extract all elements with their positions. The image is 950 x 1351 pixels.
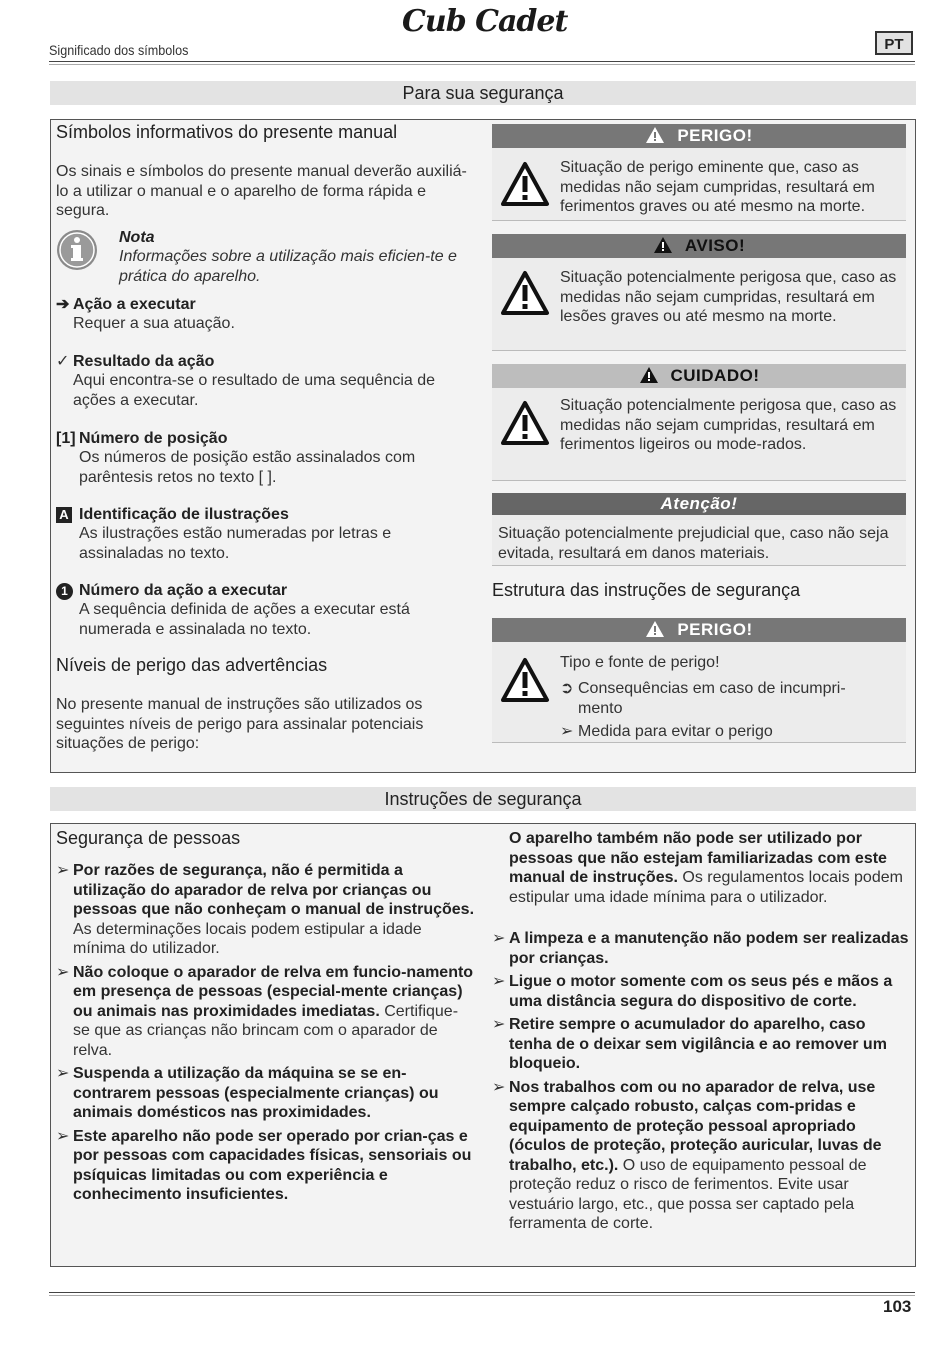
- cuidado-header: [492, 364, 906, 388]
- levels-text: No presente manual de instruções são utilizados os seguintes níveis de perigo para assinalar potenciais situações de perigo:: [56, 696, 424, 752]
- list-item: ➢ Por razões de segurança, não é permitida a utilização do aparador de relva por crianças ou pessoas que não conheçam o manual de instruções. As determinações locais podem estipular a idade mínima do utilizador.: [56, 862, 475, 957]
- note-title: Nota: [119, 229, 155, 246]
- chevron-bullet-icon: ➢: [560, 723, 574, 740]
- struct-line-type: Tipo e fonte de perigo!: [560, 654, 720, 671]
- header-section-title: Significado dos símbolos: [49, 42, 189, 58]
- warning-triangle-icon: [500, 270, 550, 321]
- perigo-label: PERIGO!: [677, 126, 753, 145]
- aviso-label: AVISO!: [684, 236, 746, 255]
- action-title: Ação a executar: [73, 296, 196, 313]
- symbols-intro: Os sinais e símbolos do presente manual deverão auxiliá-lo a utilizar o manual e o aparelho de forma rápida e segura.: [56, 163, 467, 219]
- list-item: ➢ Suspenda a utilização da máquina se se en-contrarem pessoas (especialmente crianças) ou animais domésticos nas proximidades.: [56, 1065, 439, 1121]
- struct-perigo-label: PERIGO!: [677, 620, 753, 639]
- illustration-text: As ilustrações estão numeradas por letras e assinaladas no texto.: [79, 525, 392, 562]
- chevron-bullet-icon: ➢: [492, 1078, 506, 1096]
- result-title: Resultado da ação: [73, 353, 215, 370]
- position-marker: [1]: [56, 430, 76, 447]
- struct-perigo-body: [492, 642, 906, 743]
- warning-triangle-icon: [500, 400, 550, 451]
- chevron-bullet-icon: ➢: [492, 1016, 506, 1033]
- right-instruction-list: [492, 929, 909, 1238]
- step-title: Número da ação a executar: [79, 582, 288, 599]
- perigo-text: Situação de perigo eminente que, caso as medidas não sejam cumpridas, resultará em ferimentos graves ou até mesmo na morte.: [560, 159, 875, 215]
- note-text: Informações sobre a utilização mais eficien-te e prática do aparelho.: [119, 248, 457, 285]
- perigo-body: [492, 148, 906, 221]
- chevron-bullet-icon: ➢: [56, 1127, 70, 1145]
- step-text: A sequência definida de ações a executar está numerada e assinalada no texto.: [79, 601, 410, 638]
- cuidado-label: CUIDADO!: [670, 366, 760, 385]
- chevron-bullet-icon: ➢: [492, 930, 506, 947]
- section-title-instructions: Instruções de segurança: [50, 787, 916, 811]
- footer-divider: [49, 1292, 915, 1293]
- people-safety-heading: Segurança de pessoas: [56, 828, 241, 848]
- result-text: Aqui encontra-se o resultado de uma sequência de ações a executar.: [73, 372, 436, 409]
- aviso-body: [492, 258, 906, 351]
- struct-line-consequences: Consequências em caso de incumpri-mento: [578, 680, 846, 717]
- info-icon: [56, 229, 98, 271]
- chevron-bullet-icon: ➢: [492, 973, 506, 990]
- atencao-text: Situação potencialmente prejudicial que, caso não seja evitada, resultará em danos materiais.: [498, 525, 889, 562]
- symbols-heading: Símbolos informativos do presente manual: [56, 122, 398, 142]
- struct-perigo-header: [492, 618, 906, 642]
- aviso-header: [492, 234, 906, 258]
- atencao-label: Atenção!: [660, 494, 738, 513]
- cuidado-text: Situação potencialmente perigosa que, caso as medidas não sejam cumpridas, resultará em ferimentos ligeiros ou mode-rados.: [560, 397, 897, 453]
- atencao-header: [492, 493, 906, 515]
- chevron-bullet-icon: ➢: [56, 862, 70, 879]
- struct-line-measure: Medida para evitar o perigo: [578, 723, 773, 740]
- section-title-safety: Para sua segurança: [50, 81, 916, 105]
- warning-triangle-icon: [500, 657, 550, 708]
- checkmark-icon: ✓: [56, 353, 70, 370]
- levels-heading: Níveis de perigo das advertências: [56, 655, 328, 675]
- list-item: ➢ Este aparelho não pode ser operado por crian-ças e por pessoas com capacidades físicas, sensoriais ou psíquicas limitadas ou com experiência e conhecimento insuficientes.: [56, 1127, 472, 1203]
- page-number: 103: [883, 1297, 912, 1316]
- structure-heading: Estrutura das instruções de segurança: [492, 580, 801, 600]
- list-item: ➢ A limpeza e a manutenção não podem ser realizadas por crianças.: [492, 930, 909, 967]
- atencao-body: [492, 515, 906, 566]
- right-continuation-text: O aparelho também não pode ser utilizado por pessoas que não estejam familiarizadas com este manual de instruções. Os regulamentos locais podem estipular uma idade mínima para o utilizador.: [509, 830, 903, 906]
- cuidado-body: [492, 388, 906, 481]
- chevron-bullet-icon: ➢: [56, 963, 70, 981]
- language-badge: PT: [875, 31, 913, 55]
- list-item: ➢ Ligue o motor somente com os seus pés e mãos a uma distância segura do dispositivo de corte.: [492, 973, 893, 1010]
- brand-logo: Cub Cadet: [402, 4, 568, 39]
- list-item: ➢ Nos trabalhos com ou no aparador de relva, use sempre calçado robusto, calças com-pridas e equipamento de proteção pessoal apropriado (óculos de proteção, proteção auricular, luvas de trabalho, etc.). O uso de equipamento pessoal de proteção reduz o risco de ferimentos. Evite usar vestuário largo, etc., que possa ser captado pela ferramenta de corte.: [492, 1078, 882, 1232]
- position-title: Número de posição: [79, 430, 228, 447]
- action-text: Requer a sua atuação.: [73, 315, 235, 332]
- left-instruction-list: [56, 861, 474, 1209]
- circle-arrow-icon: ➲: [560, 680, 574, 697]
- position-text: Os números de posição estão assinalados com parêntesis retos no texto [ ].: [79, 449, 416, 486]
- chevron-bullet-icon: ➢: [56, 1065, 70, 1082]
- warning-triangle-icon: [500, 161, 550, 212]
- header-divider: [49, 61, 915, 62]
- list-item: ➢ Retire sempre o acumulador do aparelho, caso tenha de o deixar sem vigilância e ao remover um bloqueio.: [492, 1016, 887, 1072]
- illustration-marker-icon: A: [56, 507, 72, 523]
- footer-divider-secondary: [49, 1295, 915, 1296]
- header-divider-secondary: [49, 64, 915, 65]
- list-item: ➢ Não coloque o aparador de relva em funcio-namento em presença de pessoas (especial-mente crianças) ou animais nas proximidades imediatas. Certifique-se que as crianças não brincam com o aparador de relva.: [56, 963, 474, 1059]
- arrow-right-icon: ➔: [56, 296, 70, 313]
- step-number-icon: 1: [56, 583, 73, 600]
- aviso-text: Situação potencialmente perigosa que, caso as medidas não sejam cumpridas, resultará em lesões graves ou até mesmo na morte.: [560, 269, 897, 325]
- perigo-header: [492, 124, 906, 148]
- illustration-title: Identificação de ilustrações: [79, 506, 289, 523]
